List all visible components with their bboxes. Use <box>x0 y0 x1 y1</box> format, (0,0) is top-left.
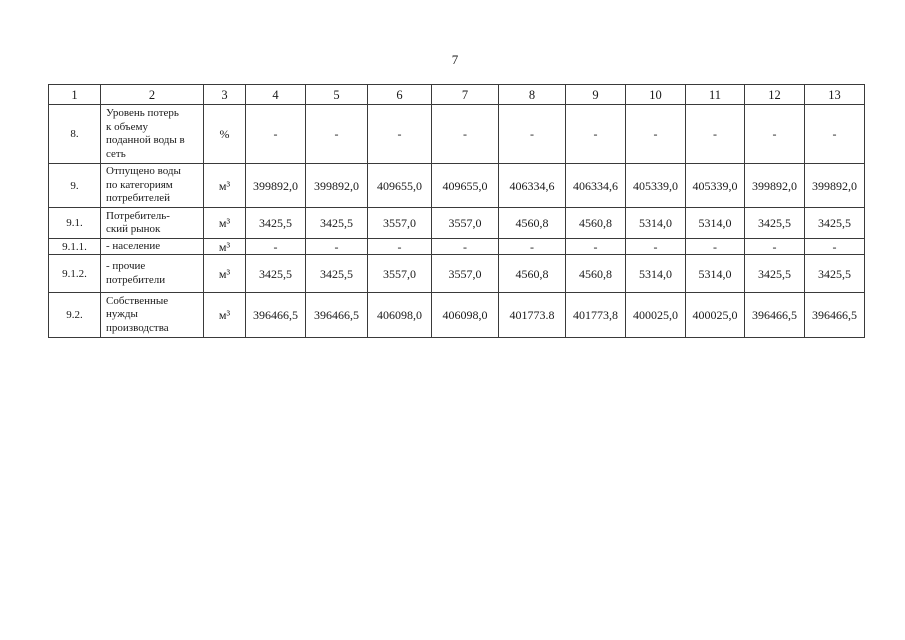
value-col-7: 406098,0 <box>432 293 499 338</box>
value-col-13: 396466,5 <box>805 293 865 338</box>
row-unit: м³ <box>204 164 246 208</box>
value-col-11: - <box>686 105 745 164</box>
row-label: - население <box>101 239 204 255</box>
table-row <box>49 239 865 255</box>
row-label: Собственные нужды производства <box>101 293 204 338</box>
column-number-11: 11 <box>686 85 745 105</box>
column-number-5: 5 <box>306 85 368 105</box>
value-col-6: 406098,0 <box>368 293 432 338</box>
table-row <box>49 293 865 338</box>
table-row <box>49 105 865 164</box>
column-number-2: 2 <box>101 85 204 105</box>
row-label: Уровень потерь к объему поданной воды в сеть <box>101 105 204 164</box>
value-col-9: 4560,8 <box>566 208 626 239</box>
header-row <box>49 85 865 105</box>
row-number: 9.1.2. <box>49 255 101 293</box>
page-number: 7 <box>451 52 459 67</box>
value-col-7: - <box>432 239 499 255</box>
value-col-11: 5314,0 <box>686 208 745 239</box>
value-col-11: - <box>686 239 745 255</box>
column-number-12: 12 <box>745 85 805 105</box>
value-col-8: - <box>499 105 566 164</box>
value-col-4: 3425,5 <box>246 255 306 293</box>
value-col-7: - <box>432 105 499 164</box>
value-col-8: - <box>499 239 566 255</box>
row-unit: % <box>204 105 246 164</box>
value-col-9: - <box>566 105 626 164</box>
column-number-10: 10 <box>626 85 686 105</box>
value-col-4: - <box>246 105 306 164</box>
data-table <box>48 84 865 338</box>
value-col-12: 3425,5 <box>745 255 805 293</box>
value-col-12: 3425,5 <box>745 208 805 239</box>
value-col-8: 406334,6 <box>499 164 566 208</box>
row-number: 9.2. <box>49 293 101 338</box>
column-number-3: 3 <box>204 85 246 105</box>
row-unit: м³ <box>204 255 246 293</box>
row-unit: м³ <box>204 239 246 255</box>
value-col-13: 3425,5 <box>805 255 865 293</box>
value-col-5: - <box>306 105 368 164</box>
column-number-1: 1 <box>49 85 101 105</box>
value-col-10: 5314,0 <box>626 208 686 239</box>
value-col-5: 396466,5 <box>306 293 368 338</box>
value-col-7: 409655,0 <box>432 164 499 208</box>
value-col-5: 399892,0 <box>306 164 368 208</box>
table-row <box>49 255 865 293</box>
value-col-9: 401773,8 <box>566 293 626 338</box>
value-col-10: 400025,0 <box>626 293 686 338</box>
value-col-10: - <box>626 239 686 255</box>
value-col-6: 3557,0 <box>368 255 432 293</box>
value-col-9: 406334,6 <box>566 164 626 208</box>
value-col-6: 3557,0 <box>368 208 432 239</box>
value-col-10: - <box>626 105 686 164</box>
row-number: 9.1.1. <box>49 239 101 255</box>
value-col-7: 3557,0 <box>432 255 499 293</box>
value-col-12: - <box>745 105 805 164</box>
value-col-11: 405339,0 <box>686 164 745 208</box>
value-col-11: 400025,0 <box>686 293 745 338</box>
column-number-4: 4 <box>246 85 306 105</box>
value-col-6: - <box>368 239 432 255</box>
row-number: 9.1. <box>49 208 101 239</box>
value-col-11: 5314,0 <box>686 255 745 293</box>
table-row <box>49 164 865 208</box>
value-col-8: 4560,8 <box>499 208 566 239</box>
value-col-8: 4560,8 <box>499 255 566 293</box>
row-number: 8. <box>49 105 101 164</box>
value-col-4: 396466,5 <box>246 293 306 338</box>
value-col-8: 401773.8 <box>499 293 566 338</box>
value-col-13: 3425,5 <box>805 208 865 239</box>
column-number-9: 9 <box>566 85 626 105</box>
value-col-10: 5314,0 <box>626 255 686 293</box>
value-col-12: 396466,5 <box>745 293 805 338</box>
value-col-5: 3425,5 <box>306 255 368 293</box>
value-col-6: - <box>368 105 432 164</box>
value-col-5: - <box>306 239 368 255</box>
row-label: - прочие потребители <box>101 255 204 293</box>
value-col-5: 3425,5 <box>306 208 368 239</box>
value-col-13: - <box>805 239 865 255</box>
value-col-13: 399892,0 <box>805 164 865 208</box>
column-number-7: 7 <box>432 85 499 105</box>
value-col-6: 409655,0 <box>368 164 432 208</box>
value-col-10: 405339,0 <box>626 164 686 208</box>
column-number-8: 8 <box>499 85 566 105</box>
row-label: Потребитель- ский рынок <box>101 208 204 239</box>
row-number: 9. <box>49 164 101 208</box>
row-unit: м³ <box>204 293 246 338</box>
column-number-13: 13 <box>805 85 865 105</box>
row-unit: м³ <box>204 208 246 239</box>
column-number-6: 6 <box>368 85 432 105</box>
value-col-9: - <box>566 239 626 255</box>
table-row <box>49 208 865 239</box>
value-col-12: 399892,0 <box>745 164 805 208</box>
value-col-13: - <box>805 105 865 164</box>
value-col-12: - <box>745 239 805 255</box>
value-col-9: 4560,8 <box>566 255 626 293</box>
value-col-4: - <box>246 239 306 255</box>
row-label: Отпущено воды по категориям потребителей <box>101 164 204 208</box>
value-col-4: 399892,0 <box>246 164 306 208</box>
value-col-7: 3557,0 <box>432 208 499 239</box>
value-col-4: 3425,5 <box>246 208 306 239</box>
